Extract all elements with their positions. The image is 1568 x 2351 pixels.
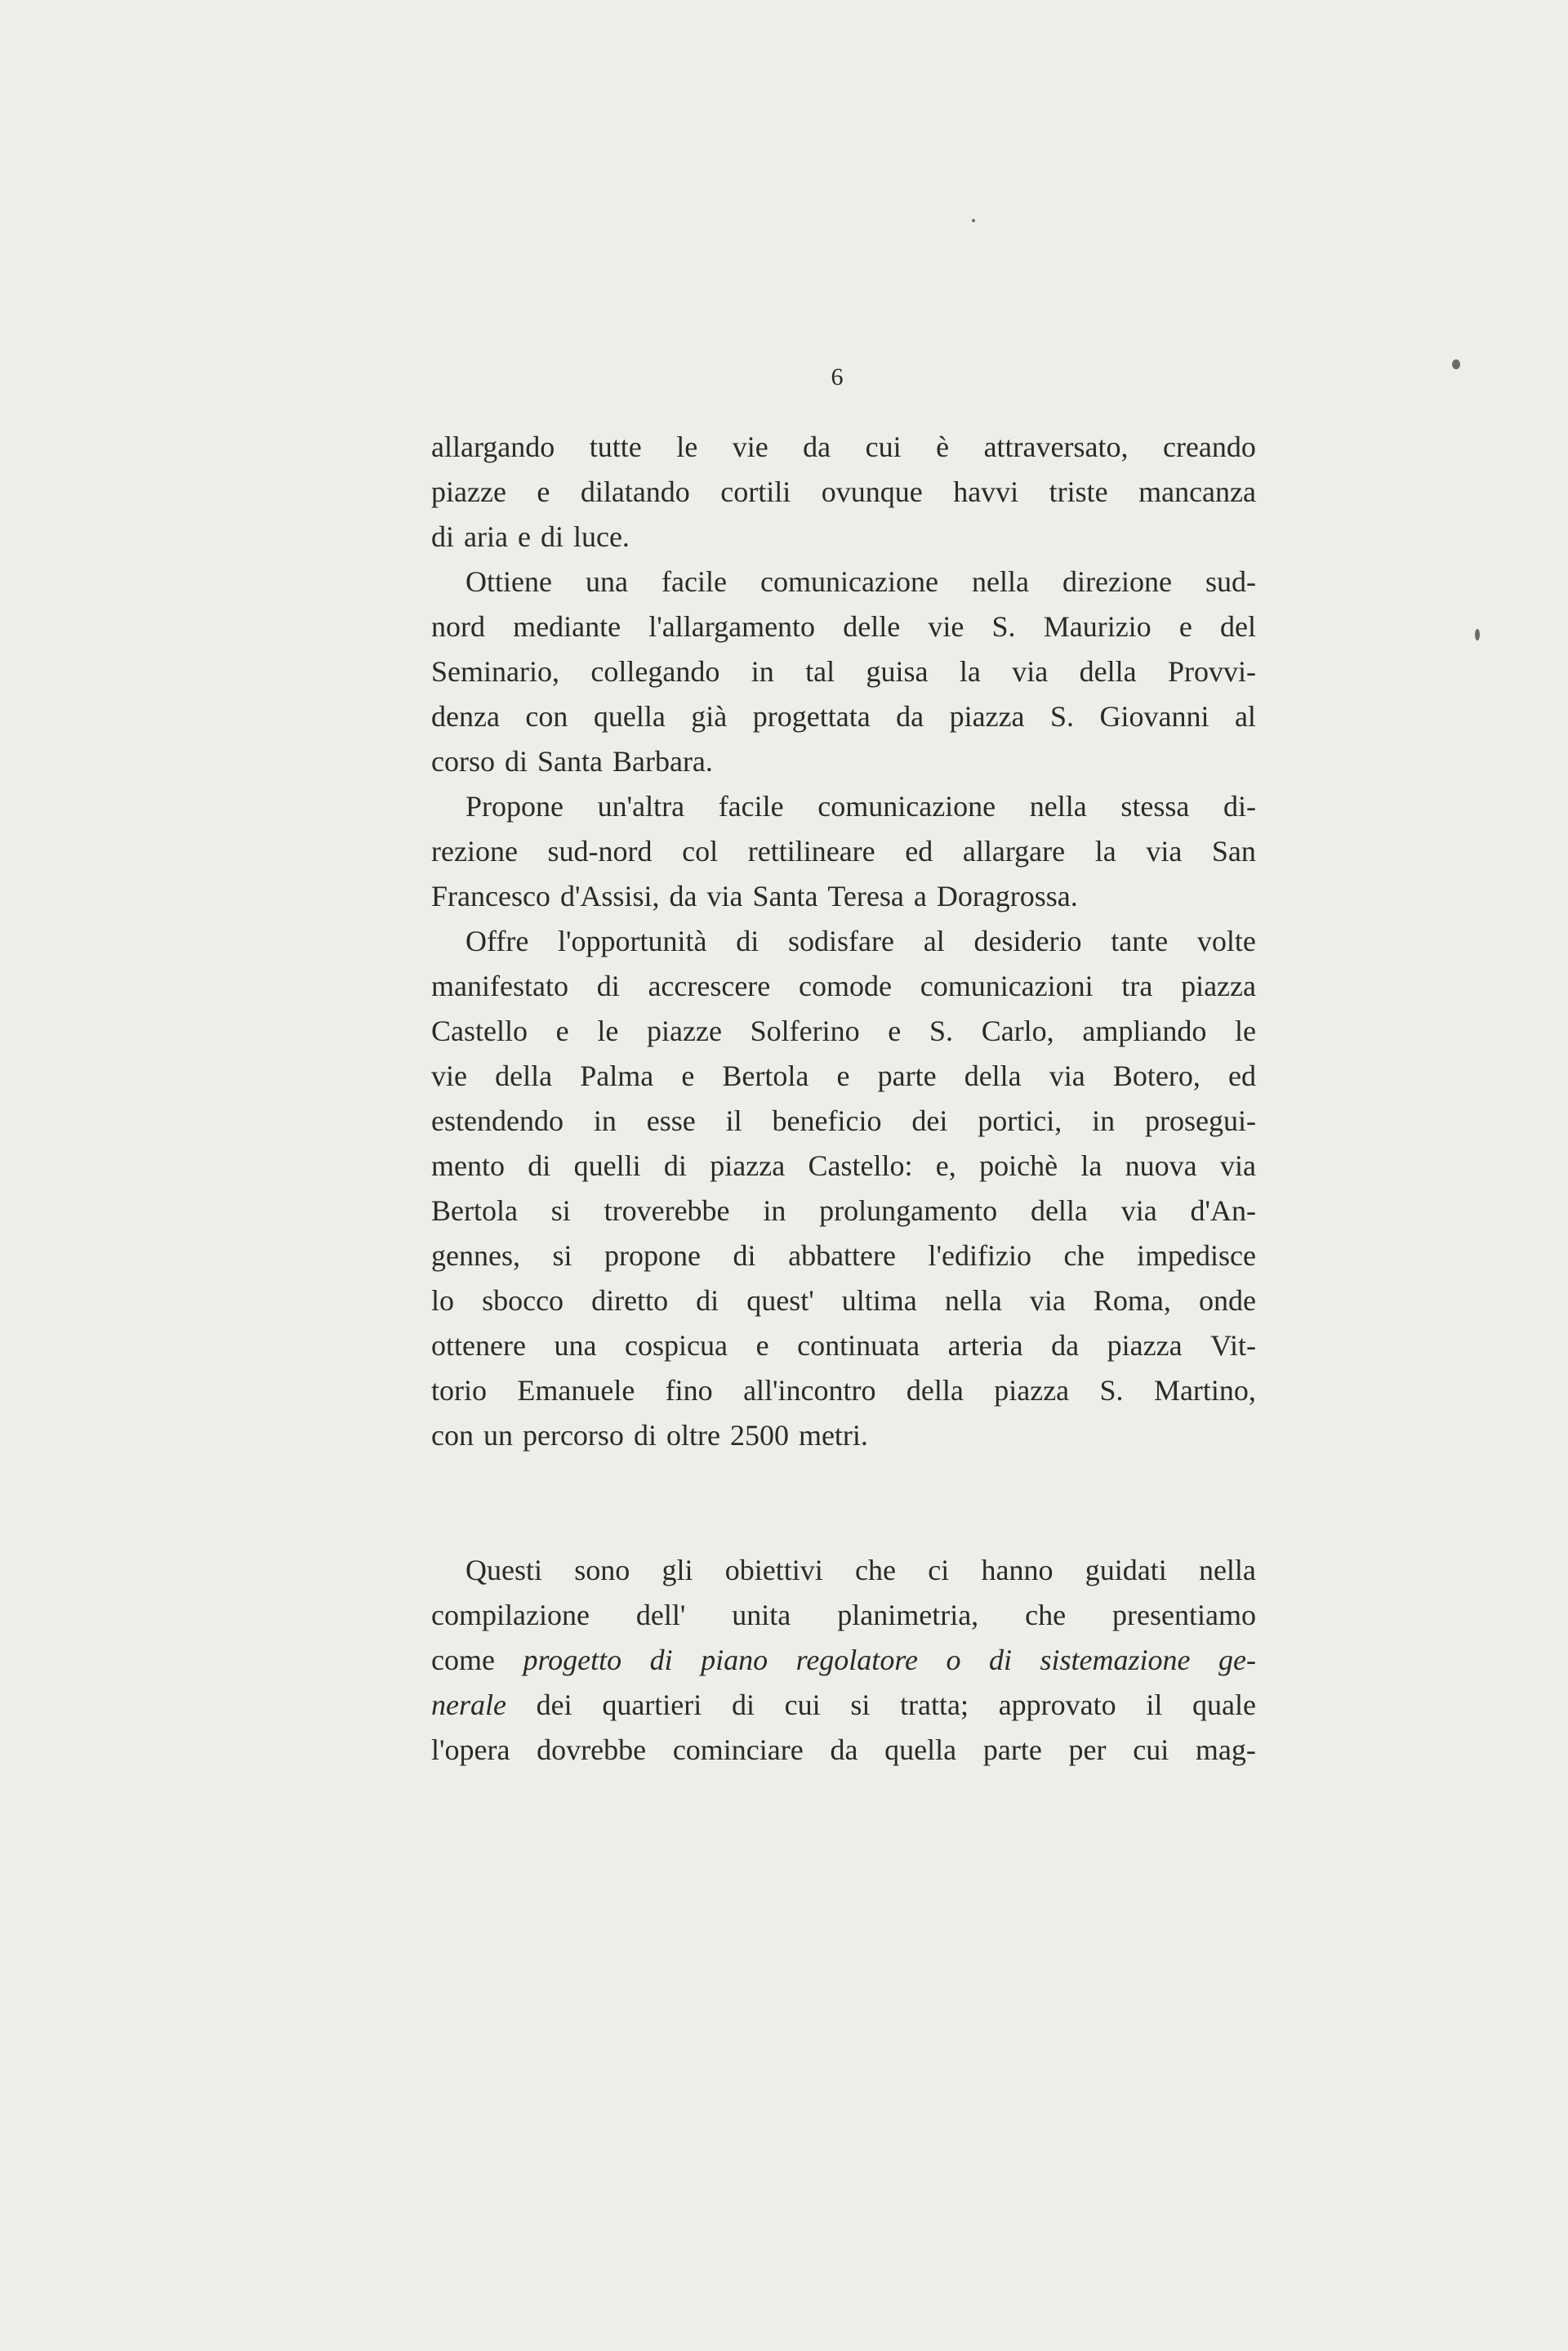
word: quella — [593, 700, 666, 733]
word: tal — [805, 655, 835, 688]
word: della — [1030, 1194, 1088, 1227]
word: metri. — [798, 1419, 868, 1452]
word: cospicua — [625, 1329, 728, 1362]
text-line — [431, 1233, 1256, 1278]
word: direzione — [1062, 565, 1172, 598]
word: S. — [1050, 700, 1075, 733]
word: al — [1234, 700, 1256, 733]
word: poichè — [979, 1149, 1058, 1182]
word: Palma — [580, 1060, 654, 1092]
word: Castello: — [808, 1149, 913, 1182]
word: Seminario, — [431, 655, 559, 688]
word: rezione — [431, 835, 518, 868]
word: guisa — [866, 655, 929, 688]
word: oltre — [666, 1419, 720, 1452]
word: presentiamo — [1112, 1599, 1256, 1631]
word: Castello — [431, 1015, 528, 1047]
word: dei — [911, 1104, 948, 1137]
word: dilatando — [580, 475, 690, 508]
word: planimetria, — [837, 1599, 979, 1631]
word: nella — [971, 565, 1029, 598]
word: Propone — [466, 790, 564, 823]
word: creando — [1162, 430, 1256, 463]
word: l'allargamento — [648, 610, 816, 643]
word: quest' — [746, 1284, 814, 1317]
word: mento — [431, 1149, 505, 1182]
word: e — [555, 1015, 569, 1047]
word: l'opportunità — [558, 925, 707, 957]
word: Francesco — [431, 880, 550, 912]
text-line — [431, 1548, 1256, 1593]
word: con — [431, 1419, 474, 1452]
word: approvato — [998, 1689, 1116, 1721]
word: comode — [799, 970, 892, 1002]
word: propone — [604, 1239, 702, 1272]
word: da — [669, 880, 697, 912]
word: via — [1012, 655, 1049, 688]
word: Ottiene — [466, 565, 552, 598]
text-line — [431, 1593, 1256, 1638]
word: triste — [1049, 475, 1108, 508]
word: guidati — [1085, 1554, 1167, 1586]
word: è — [936, 430, 950, 463]
paper-speck — [1452, 359, 1460, 369]
word: o — [946, 1644, 961, 1676]
word: manifestato — [431, 970, 568, 1002]
word: onde — [1198, 1284, 1256, 1317]
word: di — [663, 1149, 687, 1182]
word: cui — [1133, 1733, 1169, 1766]
word: ovunque — [821, 475, 923, 508]
text-line — [431, 1368, 1256, 1413]
text-line — [431, 1323, 1256, 1368]
word: e — [888, 1015, 902, 1047]
text-line — [431, 1683, 1256, 1728]
word: comunicazioni — [920, 970, 1094, 1002]
word: di — [736, 925, 760, 957]
word: gennes, — [431, 1239, 520, 1272]
word: e — [681, 1060, 695, 1092]
word: abbattere — [788, 1239, 896, 1272]
word: progetto — [523, 1644, 622, 1676]
word: desiderio — [973, 925, 1082, 957]
word: e — [836, 1060, 850, 1092]
word: piazza — [1107, 1329, 1183, 1362]
word: via — [1146, 835, 1183, 868]
word: troverebbe — [604, 1194, 730, 1227]
word: Teresa — [827, 880, 904, 912]
word: nella — [1029, 790, 1087, 823]
page-number: 6 — [831, 364, 844, 390]
word: che — [1025, 1599, 1067, 1631]
word: l'opera — [431, 1733, 510, 1766]
text-line — [431, 694, 1256, 739]
word: ge- — [1218, 1644, 1256, 1676]
word: di — [731, 1689, 755, 1721]
text-line — [431, 1413, 1256, 1458]
word: piazze — [647, 1015, 722, 1047]
word: parte — [982, 1733, 1042, 1766]
word: a — [913, 880, 927, 912]
word: quale — [1192, 1689, 1256, 1721]
word: regolatore — [795, 1644, 918, 1676]
text-line — [431, 649, 1256, 694]
word: tante — [1111, 925, 1169, 957]
word: via — [706, 880, 743, 912]
word: facile — [662, 565, 727, 598]
word: nuova — [1125, 1149, 1197, 1182]
word: gli — [662, 1554, 693, 1586]
text-line — [431, 425, 1256, 470]
word: ed — [905, 835, 933, 868]
word: di — [528, 1149, 551, 1182]
word: prolungamento — [819, 1194, 998, 1227]
word: S. — [929, 1015, 953, 1047]
text-line — [431, 874, 1256, 919]
text-line — [431, 515, 1256, 560]
word: stessa — [1120, 790, 1190, 823]
word: da — [1051, 1329, 1080, 1362]
word: da — [803, 430, 831, 463]
word: Bertola — [722, 1060, 809, 1092]
word: percorso — [522, 1419, 624, 1452]
word: del — [1220, 610, 1256, 643]
word: nerale — [431, 1689, 506, 1721]
word: e, — [935, 1149, 956, 1182]
word: l'edifizio — [928, 1239, 1031, 1272]
word: come — [431, 1644, 495, 1676]
word: denza — [431, 700, 500, 733]
text-line — [431, 1144, 1256, 1189]
word: impedisce — [1137, 1239, 1256, 1272]
paper-speck — [972, 219, 975, 222]
word: Questi — [466, 1554, 542, 1586]
text-line — [431, 739, 1256, 784]
word: via — [1120, 1194, 1157, 1227]
word: San — [1211, 835, 1256, 868]
word: Doragrossa. — [936, 880, 1078, 912]
word: di — [696, 1284, 719, 1317]
word: tutte — [589, 430, 642, 463]
word: mag- — [1195, 1733, 1256, 1766]
word: della — [495, 1060, 553, 1092]
word: progettata — [752, 700, 871, 733]
word: allargare — [962, 835, 1066, 868]
word: il — [1146, 1689, 1163, 1721]
word: della — [964, 1060, 1022, 1092]
word: cominciare — [672, 1733, 804, 1766]
word: tra — [1121, 970, 1153, 1002]
word: cui — [784, 1689, 821, 1721]
word: S. — [1099, 1374, 1124, 1407]
word: delle — [843, 610, 901, 643]
word: piazza — [994, 1374, 1070, 1407]
word: via — [1219, 1149, 1256, 1182]
word: nella — [1198, 1554, 1256, 1586]
word: ampliando — [1082, 1015, 1207, 1047]
paragraph-gap — [431, 1458, 1256, 1548]
word: di — [504, 745, 528, 778]
word: estendendo — [431, 1104, 564, 1137]
word: di — [540, 520, 564, 553]
word: Vit- — [1210, 1329, 1256, 1362]
word: luce. — [572, 520, 630, 553]
word: Maurizio — [1043, 610, 1152, 643]
text-line — [431, 1054, 1256, 1099]
word: compilazione — [431, 1599, 590, 1631]
word: comunicazione — [760, 565, 938, 598]
word: mancanza — [1138, 475, 1256, 508]
word: le — [676, 430, 698, 463]
word: il — [725, 1104, 742, 1137]
word: hanno — [981, 1554, 1054, 1586]
word: volte — [1196, 925, 1256, 957]
word: in — [763, 1194, 786, 1227]
word: piazza — [1181, 970, 1256, 1002]
word: Barbara. — [612, 745, 713, 778]
word: le — [597, 1015, 619, 1047]
word: Solferino — [750, 1015, 860, 1047]
text-line — [431, 560, 1256, 604]
word: con — [525, 700, 568, 733]
word: facile — [718, 790, 784, 823]
word: sono — [574, 1554, 630, 1586]
word: attraversato, — [983, 430, 1129, 463]
word: che — [855, 1554, 896, 1586]
word: d'Assisi, — [559, 880, 660, 912]
word: ottenere — [431, 1329, 526, 1362]
word: continuata — [797, 1329, 920, 1362]
word: piano — [701, 1644, 768, 1676]
word: Bertola — [431, 1194, 518, 1227]
word: col — [682, 835, 719, 868]
word: Santa — [752, 880, 818, 912]
word: ultima — [841, 1284, 917, 1317]
word: per — [1068, 1733, 1107, 1766]
word: la — [1080, 1149, 1102, 1182]
word: via — [1029, 1284, 1066, 1317]
word: di — [633, 1419, 657, 1452]
text-line — [431, 919, 1256, 964]
word: e — [537, 475, 550, 508]
word: da — [830, 1733, 858, 1766]
word: una — [586, 565, 628, 598]
word: rettilineare — [747, 835, 875, 868]
word: havvi — [953, 475, 1019, 508]
word: piazze — [431, 475, 506, 508]
word: esse — [646, 1104, 696, 1137]
word: collegando — [590, 655, 720, 688]
word: sbocco — [482, 1284, 564, 1317]
word: d'An- — [1190, 1194, 1256, 1227]
word: le — [1235, 1015, 1256, 1047]
word: vie — [732, 430, 768, 463]
word: di — [988, 1644, 1012, 1676]
word: sud-nord — [547, 835, 653, 868]
word: torio — [431, 1374, 487, 1407]
text-line — [431, 784, 1256, 829]
text-line — [431, 1189, 1256, 1233]
word: un'altra — [597, 790, 685, 823]
word: Martino, — [1153, 1374, 1256, 1407]
word: mediante — [513, 610, 621, 643]
word: Santa — [537, 745, 603, 778]
word: e — [1178, 610, 1192, 643]
word: piazza — [949, 700, 1025, 733]
word: portici, — [978, 1104, 1062, 1137]
word: si — [550, 1194, 571, 1227]
word: 2500 — [729, 1419, 789, 1452]
word: nella — [944, 1284, 1002, 1317]
word: quelli — [573, 1149, 641, 1182]
word: un — [483, 1419, 513, 1452]
word: Botero, — [1112, 1060, 1200, 1092]
word: in — [751, 655, 774, 688]
word: la — [1094, 835, 1116, 868]
word: già — [691, 700, 728, 733]
word: dovrebbe — [537, 1733, 647, 1766]
word: Emanuele — [517, 1374, 635, 1407]
word: della — [906, 1374, 964, 1407]
text-line — [431, 1638, 1256, 1683]
word: Offre — [466, 925, 529, 957]
word: vie — [928, 610, 964, 643]
word: della — [1079, 655, 1137, 688]
word: di- — [1223, 790, 1256, 823]
text-line — [431, 1009, 1256, 1054]
word: obiettivi — [724, 1554, 823, 1586]
word: arteria — [947, 1329, 1023, 1362]
word: comunicazione — [817, 790, 996, 823]
word: beneficio — [772, 1104, 882, 1137]
text-line — [431, 604, 1256, 649]
word: di — [431, 520, 455, 553]
word: dell' — [635, 1599, 686, 1631]
word: si — [850, 1689, 871, 1721]
word: fino — [665, 1374, 713, 1407]
word: parte — [877, 1060, 937, 1092]
word: da — [896, 700, 924, 733]
text-line — [431, 1278, 1256, 1323]
word: prosegui- — [1145, 1104, 1256, 1137]
word: piazza — [710, 1149, 786, 1182]
word: quella — [884, 1733, 957, 1766]
word: ed — [1228, 1060, 1256, 1092]
word: cortili — [720, 475, 791, 508]
word: sistemazione — [1040, 1644, 1191, 1676]
word: corso — [431, 745, 495, 778]
word: all'incontro — [743, 1374, 876, 1407]
text-line — [431, 1728, 1256, 1773]
word: Roma, — [1093, 1284, 1171, 1317]
word: accrescere — [648, 970, 771, 1002]
text-line — [431, 829, 1256, 874]
word: ci — [928, 1554, 950, 1586]
text-line — [431, 470, 1256, 515]
word: Giovanni — [1099, 700, 1209, 733]
word: lo — [431, 1284, 455, 1317]
word: al — [923, 925, 945, 957]
word: unita — [732, 1599, 791, 1631]
word: quartieri — [602, 1689, 702, 1721]
word: di — [649, 1644, 673, 1676]
word: dei — [536, 1689, 572, 1721]
paper-speck — [1475, 629, 1480, 640]
word: via — [1049, 1060, 1085, 1092]
word: si — [552, 1239, 572, 1272]
word: in — [1092, 1104, 1116, 1137]
word: vie — [431, 1060, 467, 1092]
word: in — [593, 1104, 617, 1137]
word: allargando — [431, 430, 555, 463]
word: S. — [991, 610, 1016, 643]
word: cui — [865, 430, 902, 463]
word: nord — [431, 610, 485, 643]
text-line — [431, 964, 1256, 1009]
word: tratta; — [900, 1689, 969, 1721]
word: e — [755, 1329, 769, 1362]
word: Carlo, — [981, 1015, 1054, 1047]
word: sud- — [1205, 565, 1256, 598]
word: aria — [464, 520, 508, 553]
word: diretto — [591, 1284, 669, 1317]
text-line — [431, 1099, 1256, 1144]
word: la — [959, 655, 981, 688]
word: sodisfare — [788, 925, 894, 957]
word: una — [554, 1329, 597, 1362]
body-text — [431, 425, 1256, 1773]
word: Provvi- — [1168, 655, 1256, 688]
word: di — [733, 1239, 756, 1272]
word: che — [1063, 1239, 1105, 1272]
word: e — [517, 520, 531, 553]
word: di — [596, 970, 620, 1002]
